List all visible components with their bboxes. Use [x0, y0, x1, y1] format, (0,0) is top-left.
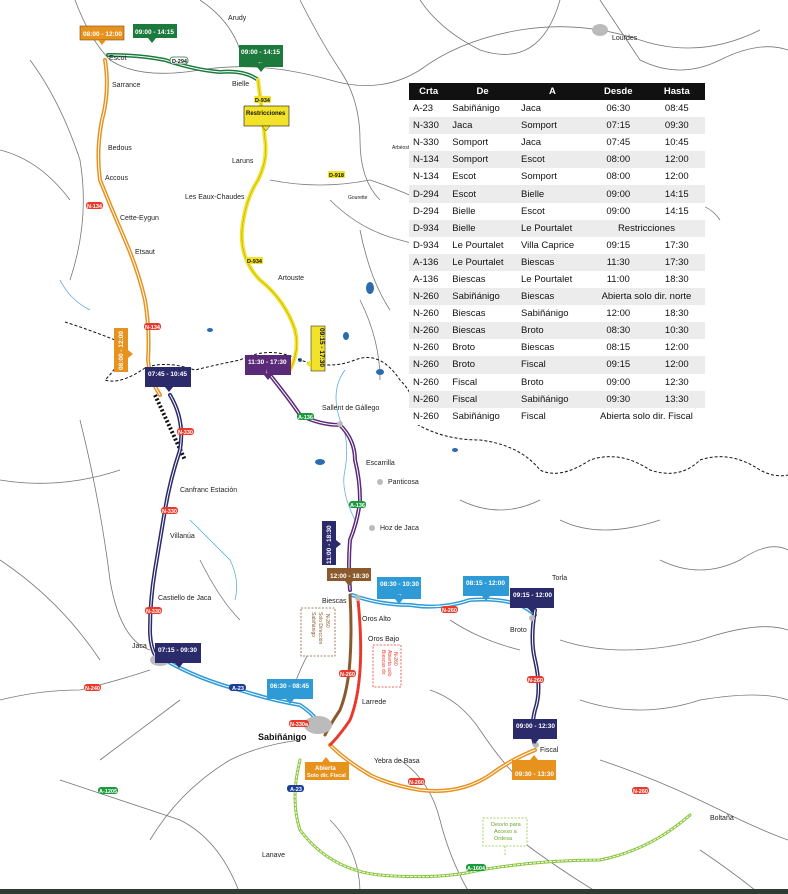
town-eaux: Les Eaux-Chaudes [185, 194, 245, 201]
road-label-a23a: A-23 [232, 686, 244, 692]
road-label-a1604: A-1604 [467, 866, 486, 872]
town-fiscal: Fiscal [540, 747, 559, 754]
table-cell: Jaca [517, 134, 588, 151]
route-n134 [98, 60, 160, 395]
table-cell: 13:30 [649, 391, 705, 408]
table-cell: 07:15 [588, 117, 649, 134]
table-cell: Biescas [517, 288, 588, 305]
bottom-bar [0, 889, 788, 894]
table-cell: 12:00 [588, 305, 649, 322]
road-label-a136a: A-136 [298, 415, 313, 421]
note-brown-l1: N-260 [324, 614, 330, 628]
table-cell: 14:15 [649, 185, 705, 202]
table-row [409, 185, 705, 202]
table-cell: Biescas [448, 305, 517, 322]
table-cell: 09:00 [588, 374, 649, 391]
town-broto: Broto [510, 627, 527, 634]
table-row [409, 220, 705, 237]
table-row [409, 134, 705, 151]
table-cell: 14:15 [649, 203, 705, 220]
road-label-a136b: A-136 [350, 503, 365, 509]
town-cette: Cette-Eygun [120, 215, 159, 222]
town-etsaut: Etsaut [135, 249, 155, 256]
table-cell: N-260 [409, 408, 448, 425]
table-row [409, 374, 705, 391]
town-bedous: Bedous [108, 145, 132, 152]
table-cell: Restricciones [588, 220, 705, 237]
road-label-d934b: D-934 [247, 259, 262, 265]
road-label-n260a: N-260 [442, 608, 457, 614]
time-box-biescas-navy: 11:00 - 18:30 [326, 525, 333, 564]
road-label-n134b: N-134 [145, 325, 160, 331]
table-cell: Le Pourtalet [517, 220, 588, 237]
header-hasta: Hasta [649, 83, 705, 100]
table-cell: Sabiñánigo [448, 288, 517, 305]
note-red-l1: N-260 [392, 652, 398, 666]
time-box-jaca-navy: 07:15 - 09:30 [158, 647, 198, 654]
table-cell: 10:30 [649, 322, 705, 339]
time-box-restricciones: Restricciones [246, 111, 286, 117]
town-accous: Accous [105, 175, 128, 182]
table-row [409, 356, 705, 373]
town-sabinanigo: Sabiñánigo [258, 732, 307, 742]
town-escot: Escot [109, 55, 127, 62]
arrow-down-icon: ↓ [265, 368, 269, 375]
table-cell: 09:15 [588, 356, 649, 373]
table-cell: Abierta solo dir. Fiscal [588, 408, 705, 425]
table-cell: Sabiñánigo [448, 100, 517, 117]
note-brown-l2: Solo Dirección [317, 612, 323, 645]
town-arbeost: Arbéost [392, 145, 410, 151]
table-cell: Biescas [517, 254, 588, 271]
road-label-n260c: N-260 [340, 672, 355, 678]
town-panticosa: Panticosa [388, 479, 419, 486]
table-cell: 18:30 [649, 271, 705, 288]
table-cell: Bielle [448, 203, 517, 220]
town-jaca: Jaca [132, 643, 147, 650]
table-cell: 17:30 [649, 254, 705, 271]
note-green-l2: Acceso a [494, 829, 517, 835]
table-cell: Somport [448, 134, 517, 151]
town-escarrilla: Escarrilla [366, 460, 395, 467]
time-box-somport-navy: 07:45 - 10:45 [148, 371, 188, 378]
note-red-l2: Abierta solo [386, 650, 392, 677]
schedule-table [409, 83, 705, 425]
route-n260-fiscal-sab [330, 745, 535, 791]
table-cell: 12:30 [649, 374, 705, 391]
table-cell: Le Pourtalet [448, 254, 517, 271]
table-cell: N-260 [409, 391, 448, 408]
route-n330 [150, 395, 181, 655]
table-cell: N-260 [409, 356, 448, 373]
table-cell: Escot [517, 151, 588, 168]
table-cell: 11:00 [588, 271, 649, 288]
town-sarrance: Sarrance [112, 82, 141, 89]
road-label-n260b: N-260 [528, 678, 543, 684]
time-box-a23-blue: 06:30 - 08:45 [270, 683, 310, 690]
table-row [409, 254, 705, 271]
road-label-a23b: A-23 [290, 787, 302, 793]
header-crta: Crta [409, 83, 448, 100]
table-header-row [409, 83, 705, 100]
table-row [409, 117, 705, 134]
table-cell: 09:00 [588, 203, 649, 220]
time-box-somport-orange: 08:00 - 12:00 [118, 330, 125, 370]
table-row [409, 322, 705, 339]
table-cell: N-260 [409, 288, 448, 305]
road-label-n330b: N-330 [162, 509, 177, 515]
town-castiello: Castiello de Jaca [158, 595, 212, 602]
table-cell: N-134 [409, 168, 448, 185]
table-cell: Somport [448, 151, 517, 168]
time-box-pourtalet-yellow: 09:15 - 17:30 [318, 328, 325, 368]
table-cell: 09:15 [588, 237, 649, 254]
time-box-fiscal-navy: 09:00 - 12:30 [516, 723, 556, 730]
town-torla: Torla [552, 575, 568, 582]
town-oros-alto: Oros Alto [362, 616, 391, 623]
road-label-n330c: N-330 [146, 609, 161, 615]
table-cell: D-294 [409, 185, 448, 202]
town-villanua: Villanúa [170, 533, 195, 540]
time-box-sab-l2: Solo dir. Fiscal [307, 773, 346, 779]
table-cell: Broto [448, 356, 517, 373]
table-row [409, 305, 705, 322]
table-cell: 12:00 [649, 168, 705, 185]
table-cell: Bielle [448, 220, 517, 237]
road-label-n134a: N-134 [87, 204, 102, 210]
table-row [409, 168, 705, 185]
table-cell: Sabiñánigo [517, 305, 588, 322]
table-cell: Fiscal [448, 391, 517, 408]
time-box-sab-l1: Abierta [315, 766, 336, 772]
table-cell: A-23 [409, 100, 448, 117]
table-cell: Somport [517, 168, 588, 185]
table-cell: Jaca [517, 100, 588, 117]
table-cell: 10:45 [649, 134, 705, 151]
table-cell: 08:00 [588, 168, 649, 185]
time-box-fiscal-orange: 09:30 - 13:30 [515, 771, 555, 778]
note-brown-l3: Sabiñánigo [310, 612, 316, 638]
table-cell: N-260 [409, 374, 448, 391]
table-cell: 11:30 [588, 254, 649, 271]
table-row [409, 339, 705, 356]
town-gourette: Gourette [348, 195, 368, 201]
table-cell: Villa Caprice [517, 237, 588, 254]
road-label-a1205: A-1205 [99, 789, 118, 795]
town-lourdes: Lourdes [612, 35, 638, 42]
header-de: De [448, 83, 517, 100]
header-desde: Desde [588, 83, 649, 100]
table-cell: Escot [448, 168, 517, 185]
time-box-broto-blue: 08:15 - 12:00 [466, 580, 506, 587]
table-cell: Biescas [517, 339, 588, 356]
town-hoz: Hoz de Jaca [380, 525, 419, 532]
table-cell: Broto [517, 374, 588, 391]
town-bielle: Bielle [232, 81, 250, 88]
table-cell: N-134 [409, 151, 448, 168]
town-laruns: Laruns [232, 158, 254, 165]
table-body [409, 100, 705, 425]
time-box-bielle-green: 09:00 - 14:15 [241, 49, 281, 56]
table-cell: Escot [517, 203, 588, 220]
table-cell: Fiscal [448, 374, 517, 391]
note-green-l3: Ordesa [494, 836, 513, 842]
table-row [409, 271, 705, 288]
road-label-n330a-sab: N-330a [290, 722, 309, 728]
table-cell: 08:00 [588, 151, 649, 168]
table-cell: Broto [448, 339, 517, 356]
road-label-d918: D-918 [329, 173, 344, 179]
table-cell: Sabiñánigo [448, 408, 517, 425]
table-cell: D-934 [409, 237, 448, 254]
table-cell: Biescas [448, 271, 517, 288]
table-cell: N-330 [409, 117, 448, 134]
table-cell: Abierta solo dir. norte [588, 288, 705, 305]
table-row [409, 408, 705, 425]
arrow-left-icon: ← [257, 59, 264, 66]
table-row [409, 288, 705, 305]
table-cell: Bielle [517, 185, 588, 202]
town-biescas: Biescas [322, 598, 347, 605]
table-cell: 09:30 [588, 391, 649, 408]
road-label-n260d: N-260 [409, 780, 424, 786]
table-cell: A-136 [409, 254, 448, 271]
road-label-d294: D-294 [172, 59, 187, 65]
table-cell: 12:00 [649, 356, 705, 373]
table-cell: N-260 [409, 339, 448, 356]
time-box-escot-orange: 08:00 - 12:00 [83, 31, 123, 38]
table-cell: A-136 [409, 271, 448, 288]
table-cell: D-294 [409, 203, 448, 220]
road-label-d934a: D-934 [255, 98, 270, 104]
note-green-l1: Desvío para [491, 822, 521, 828]
table-row [409, 237, 705, 254]
table-row [409, 100, 705, 117]
table-cell: 08:45 [649, 100, 705, 117]
road-label-n240: N-240 [85, 686, 100, 692]
table-row [409, 391, 705, 408]
table-cell: Biescas [448, 322, 517, 339]
table-cell: Fiscal [517, 356, 588, 373]
town-canfranc: Canfranc Estación [180, 487, 238, 494]
table-cell: Jaca [448, 117, 517, 134]
table-cell: N-260 [409, 305, 448, 322]
table-row [409, 151, 705, 168]
time-box-biescas-brown: 12:00 - 18:30 [330, 573, 370, 580]
table-cell: Somport [517, 117, 588, 134]
town-oros-bajo: Oros Bajo [368, 636, 400, 643]
town-arudy: Arudy [228, 15, 247, 22]
town-yebra: Yebra de Basa [374, 758, 420, 765]
table-cell: Escot [448, 185, 517, 202]
note-boxes [301, 608, 527, 856]
table-cell: 09:00 [588, 185, 649, 202]
table-cell: 12:00 [649, 339, 705, 356]
table-cell: N-260 [409, 322, 448, 339]
table-cell: 09:30 [649, 117, 705, 134]
table-cell: Broto [517, 322, 588, 339]
table-cell: 06:30 [588, 100, 649, 117]
table-cell: 07:45 [588, 134, 649, 151]
table-cell: 12:00 [649, 151, 705, 168]
town-artouste: Artouste [278, 275, 305, 282]
table-cell: Le Pourtalet [517, 271, 588, 288]
town-boltana: Boltaña [710, 815, 734, 822]
road-label-n330a: N-330 [178, 430, 193, 436]
table-cell: Le Pourtalet [448, 237, 517, 254]
time-box-biescas-blue: 08:30 - 10:30 [380, 581, 420, 588]
table-cell: 17:30 [649, 237, 705, 254]
road-label-n260e: N-260 [633, 789, 648, 795]
header-a: A [517, 83, 588, 100]
town-lanave: Lanave [262, 852, 285, 859]
table-cell: N-330 [409, 134, 448, 151]
town-larrede: Larrede [362, 699, 387, 706]
table-cell: 18:30 [649, 305, 705, 322]
table-cell: Sabiñánigo [517, 391, 588, 408]
time-box-broto-navy: 09:15 - 12:00 [513, 592, 553, 599]
time-box-pourtalet-purple: 11:30 - 17:30 [248, 359, 287, 366]
arrow-right-icon: → [396, 591, 403, 598]
time-box-escot-green: 09:00 - 14:15 [135, 29, 175, 36]
table-row [409, 203, 705, 220]
note-red-l3: Biescas dir. [380, 650, 386, 676]
table-cell: 08:30 [588, 322, 649, 339]
table-cell: 08:15 [588, 339, 649, 356]
table-cell: Fiscal [517, 408, 588, 425]
table-cell: D-934 [409, 220, 448, 237]
town-sallent: Sallent de Gállego [322, 405, 380, 412]
